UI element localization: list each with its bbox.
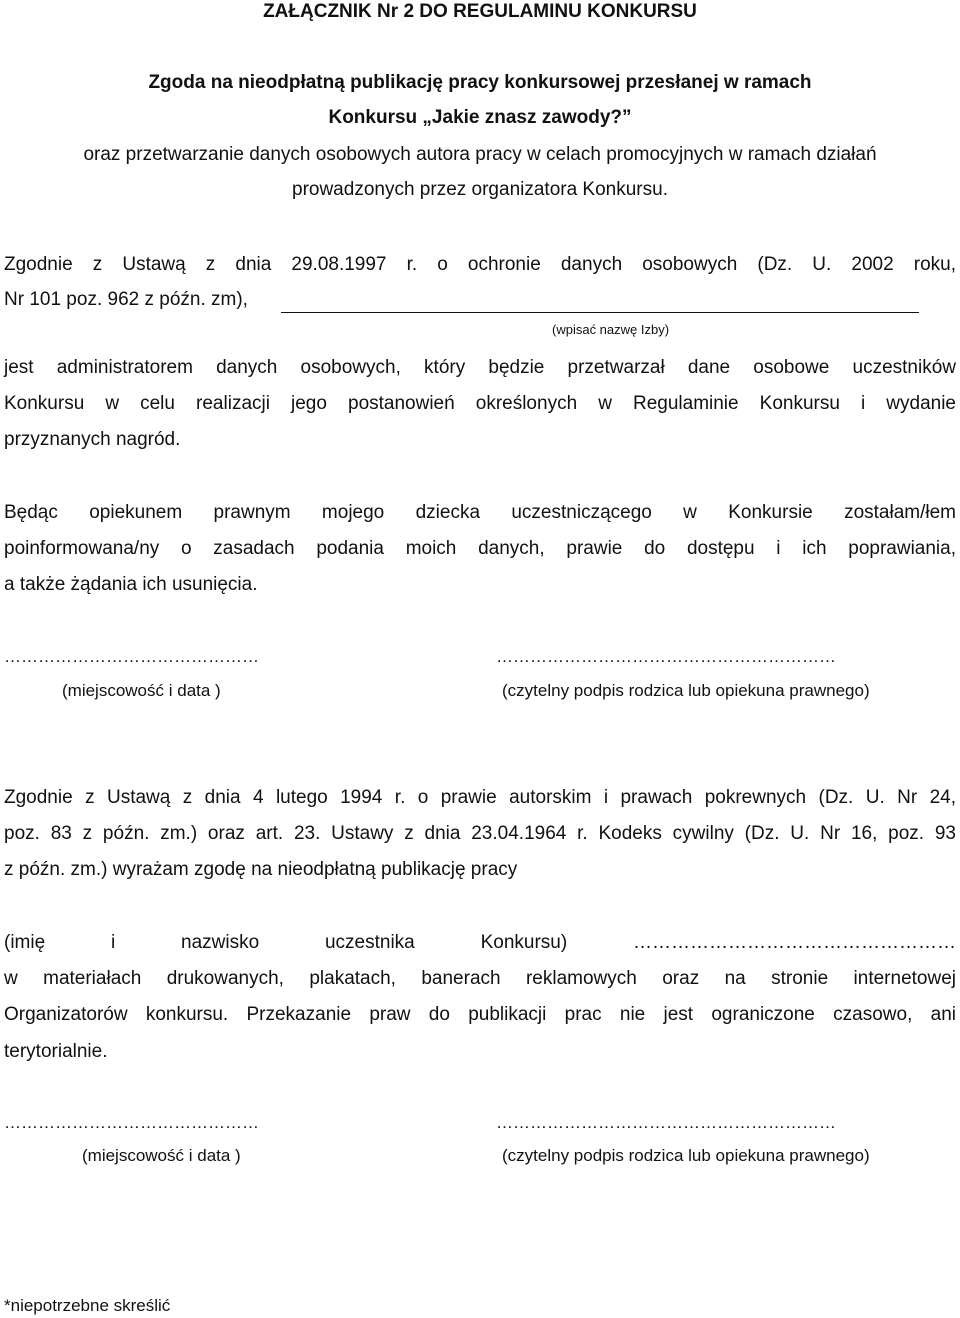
place-date-caption-2: (miejscowość i data ): [82, 1146, 241, 1165]
signature-caption-2: (czytelny podpis rodzica lub opiekuna prawnego): [502, 1146, 870, 1165]
administrator-line-2: Konkursu w celu realizacji jego postanowień określonych w Regulaminie Konkursu i wydanie: [4, 393, 956, 414]
place-date-caption-1: (miejscowość i data ): [62, 681, 221, 700]
footnote: *niepotrzebne skreślić: [4, 1296, 171, 1315]
data-protection-line-1: Zgodnie z Ustawą z dnia 29.08.1997 r. o ochronie danych osobowych (Dz. U. 2002 roku,: [4, 254, 956, 275]
attachment-title: ZAŁĄCZNIK Nr 2 DO REGULAMINU KONKURSU: [263, 1, 697, 22]
consent-heading-line-1: Zgoda na nieodpłatną publikację pracy konkursowej przesłanej w ramach: [148, 72, 812, 93]
participant-name-line: (imię i nazwisko uczestnika Konkursu) ……………………………………………: [4, 932, 956, 953]
data-protection-line-2: Nr 101 poz. 962 z późn. zm),: [4, 289, 248, 310]
consent-heading-line-2: Konkursu „Jakie znasz zawody?”: [328, 107, 632, 128]
copyright-line-2: poz. 83 z późn. zm.) oraz art. 23. Ustawy z dnia 23.04.1964 r. Kodeks cywilny (Dz. U. Nr 16, poz. 93: [4, 823, 956, 844]
publication-line-2: Organizatorów konkursu. Przekazanie praw do publikacji prac nie jest ograniczone czasowo, ani: [4, 1004, 956, 1025]
consent-heading-line-4: prowadzonych przez organizatora Konkursu.: [292, 179, 668, 200]
guardian-line-3: a także żądania ich usunięcia.: [4, 574, 258, 595]
consent-heading-line-3: oraz przetwarzanie danych osobowych autora pracy w celach promocyjnych w ramach działań: [83, 144, 877, 165]
guardian-line-2: poinformowana/ny o zasadach podania moich danych, prawie do dostępu i ich poprawiania,: [4, 538, 956, 559]
guardian-line-1: Będąc opiekunem prawnym mojego dziecka uczestniczącego w Konkursie zostałam/łem: [4, 502, 956, 523]
place-date-dotted-line-2: ………………………………………: [4, 1113, 259, 1132]
copyright-line-3: z późn. zm.) wyrażam zgodę na nieodpłatną publikację pracy: [4, 859, 518, 880]
place-date-dotted-line-1: ………………………………………: [4, 647, 259, 666]
administrator-line-3: przyznanych nagród.: [4, 429, 181, 450]
signature-dotted-line-1: ……………………………………………………: [496, 647, 836, 666]
signature-dotted-line-2: ……………………………………………………: [496, 1113, 836, 1132]
publication-line-3: terytorialnie.: [4, 1041, 108, 1062]
chamber-name-caption: (wpisać nazwę Izby): [552, 322, 670, 337]
copyright-line-1: Zgodnie z Ustawą z dnia 4 lutego 1994 r. o prawie autorskim i prawach pokrewnych (Dz. U. Nr 24,: [4, 787, 956, 808]
chamber-name-blank-line: [281, 312, 919, 313]
administrator-line-1: jest administratorem danych osobowych, który będzie przetwarzał dane osobowe uczestników: [4, 357, 956, 378]
signature-caption-1: (czytelny podpis rodzica lub opiekuna prawnego): [502, 681, 870, 700]
publication-line-1: w materiałach drukowanych, plakatach, banerach reklamowych oraz na stronie internetowej: [4, 968, 956, 989]
